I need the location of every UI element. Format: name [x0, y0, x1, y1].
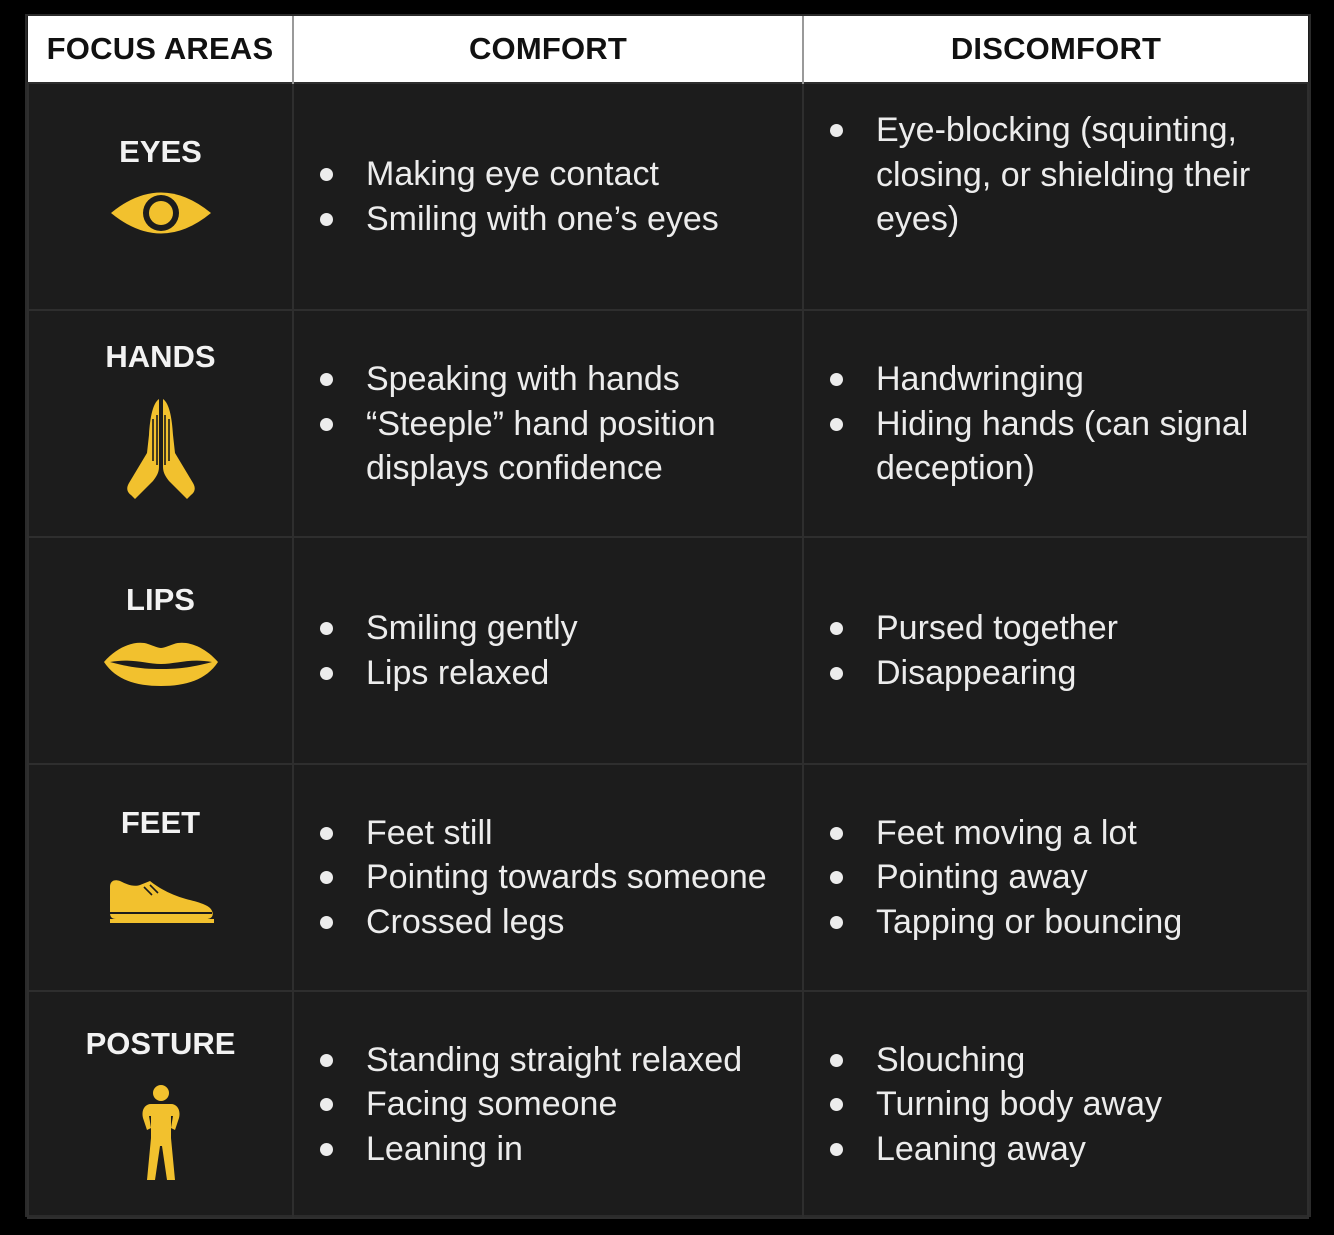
- list-item: Feet moving a lot: [828, 811, 1297, 856]
- focus-label-posture: POSTURE: [85, 1026, 236, 1061]
- list-item: Facing someone: [318, 1082, 792, 1127]
- row-feet: [28, 764, 1308, 991]
- focus-areas-table: [25, 14, 1311, 1217]
- list-item: Smiling gently: [318, 606, 792, 651]
- row-eyes: [28, 83, 1308, 310]
- comfort-cell-lips: [293, 537, 803, 764]
- list-item: Slouching: [828, 1038, 1297, 1083]
- discomfort-cell-lips: [803, 537, 1308, 764]
- shoe-icon: [106, 877, 216, 925]
- comfort-cell-eyes: [293, 83, 803, 310]
- list-item: Tapping or bouncing: [828, 900, 1297, 945]
- focus-cell-hands: [28, 310, 293, 537]
- comfort-cell-feet: [293, 764, 803, 991]
- list-item: Smiling with one’s eyes: [318, 197, 792, 242]
- list-item: “Steeple” hand position displays confidence: [318, 402, 792, 491]
- discomfort-cell-feet: [803, 764, 1308, 991]
- list-item: Handwringing: [828, 357, 1297, 402]
- discomfort-list-lips: [828, 606, 1297, 695]
- header-comfort: COMFORT: [293, 16, 803, 83]
- discomfort-cell-hands: [803, 310, 1308, 537]
- list-item: Pointing towards someone: [318, 855, 792, 900]
- comfort-list-hands: [318, 357, 792, 491]
- list-item: Pointing away: [828, 855, 1297, 900]
- discomfort-list-feet: [828, 811, 1297, 945]
- focus-cell-posture: [28, 991, 293, 1218]
- focus-label-hands: HANDS: [105, 339, 216, 374]
- list-item: Hiding hands (can signal deception): [828, 402, 1297, 491]
- list-item: Leaning away: [828, 1127, 1297, 1172]
- praying-hands-icon: [123, 395, 199, 507]
- lips-icon: [102, 638, 220, 688]
- focus-cell-feet: [28, 764, 293, 991]
- list-item: Lips relaxed: [318, 651, 792, 696]
- list-item: Speaking with hands: [318, 357, 792, 402]
- focus-cell-eyes: [28, 83, 293, 310]
- focus-cell-lips: [28, 537, 293, 764]
- comfort-list-lips: [318, 606, 792, 695]
- comfort-list-posture: [318, 1038, 792, 1172]
- focus-label-feet: FEET: [120, 805, 201, 840]
- focus-label-eyes: EYES: [119, 134, 202, 169]
- comfort-cell-hands: [293, 310, 803, 537]
- discomfort-list-eyes: [828, 108, 1297, 242]
- comfort-list-eyes: [318, 152, 792, 241]
- standing-person-icon: [137, 1084, 185, 1182]
- row-posture: [28, 991, 1308, 1218]
- list-item: Turning body away: [828, 1082, 1297, 1127]
- header-row: [28, 16, 1308, 83]
- comfort-list-feet: [318, 811, 792, 945]
- eye-icon: [109, 188, 213, 238]
- list-item: Eye-blocking (squinting, closing, or shielding their eyes): [828, 108, 1297, 242]
- list-item: Making eye contact: [318, 152, 792, 197]
- focus-label-lips: LIPS: [126, 582, 195, 617]
- list-item: Disappearing: [828, 651, 1297, 696]
- header-focus-areas: FOCUS AREAS: [28, 16, 293, 83]
- list-item: Crossed legs: [318, 900, 792, 945]
- header-discomfort: DISCOMFORT: [803, 16, 1308, 83]
- list-item: Leaning in: [318, 1127, 792, 1172]
- list-item: Feet still: [318, 811, 792, 856]
- row-lips: [28, 537, 1308, 764]
- discomfort-cell-posture: [803, 991, 1308, 1218]
- discomfort-list-posture: [828, 1038, 1297, 1172]
- comfort-cell-posture: [293, 991, 803, 1218]
- list-item: Standing straight relaxed: [318, 1038, 792, 1083]
- discomfort-list-hands: [828, 357, 1297, 491]
- row-hands: [28, 310, 1308, 537]
- list-item: Pursed together: [828, 606, 1297, 651]
- discomfort-cell-eyes: [803, 83, 1308, 310]
